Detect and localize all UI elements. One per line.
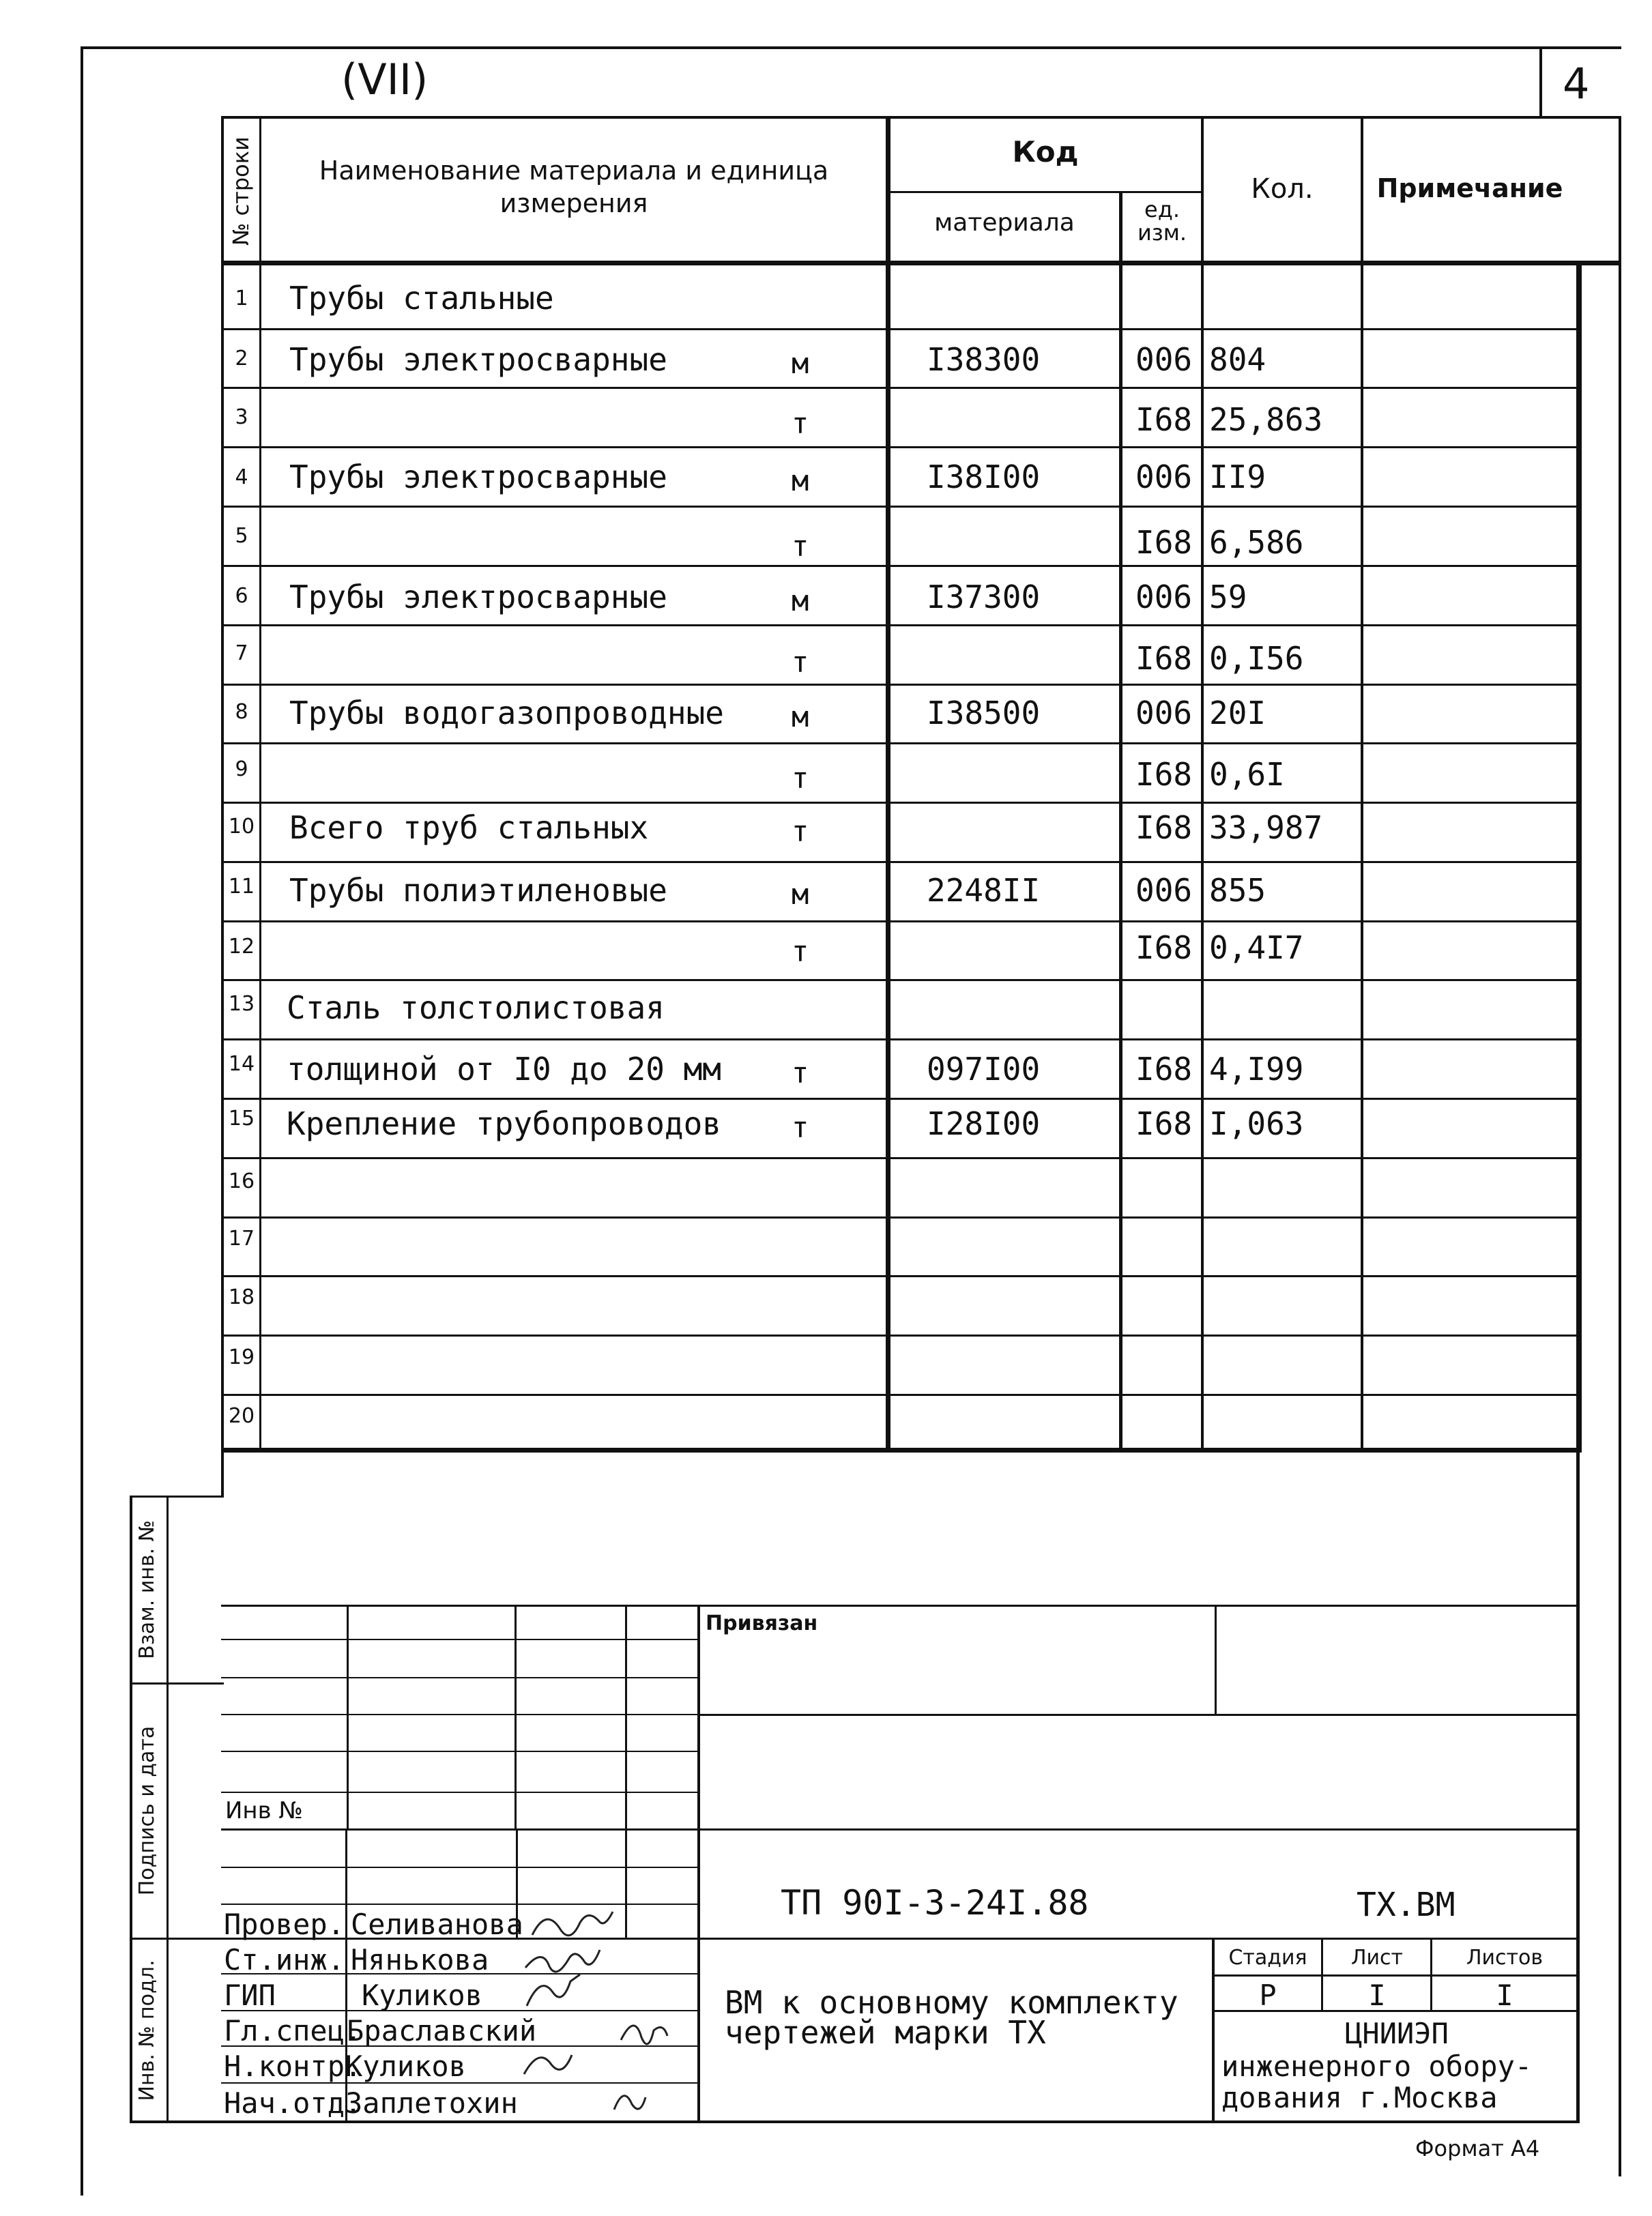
row-name: Крепление трубопроводов bbox=[287, 1105, 721, 1142]
row-number: 5 bbox=[235, 524, 248, 548]
row-name: Всего труб стальных bbox=[289, 809, 649, 846]
side-label-vzam-inv: Взам. инв. № bbox=[135, 1520, 159, 1659]
row-unit: т bbox=[792, 407, 809, 440]
row-name: Трубы полиэтиленовые bbox=[289, 872, 667, 909]
row-unit: т bbox=[792, 529, 809, 563]
person-name: Куликов bbox=[362, 1979, 483, 2012]
row-name: Трубы электросварные bbox=[289, 458, 667, 495]
row-number: 7 bbox=[235, 641, 248, 665]
row-qty: 855 bbox=[1209, 872, 1266, 909]
doc-code: ТП 90I-3-24I.88 bbox=[781, 1883, 1089, 1923]
header-name: Наименование материала и единица измерения bbox=[319, 156, 829, 218]
row-name: толщиной от I0 до 20 мм bbox=[287, 1051, 721, 1088]
sheet-label: Лист bbox=[1350, 1946, 1404, 1970]
person-name: Заплетохин bbox=[345, 2086, 518, 2120]
row-unit: т bbox=[792, 935, 809, 968]
row-unit: т bbox=[792, 815, 809, 848]
person-role: Провер. bbox=[224, 1908, 345, 1941]
row-unit: м bbox=[792, 584, 809, 617]
row-qty: 804 bbox=[1209, 341, 1266, 378]
person-name: Селиванова bbox=[351, 1908, 523, 1941]
row-number: 16 bbox=[228, 1169, 255, 1193]
row-unit: м bbox=[792, 347, 809, 380]
row-unit-code: I68 bbox=[1135, 1105, 1193, 1142]
row-number: 8 bbox=[235, 700, 248, 724]
row-number: 12 bbox=[228, 935, 255, 959]
row-number: 18 bbox=[228, 1285, 255, 1309]
row-qty: 33,987 bbox=[1209, 809, 1323, 846]
stage-label: Стадия bbox=[1228, 1946, 1307, 1970]
row-unit: т bbox=[792, 645, 809, 679]
row-unit-code: I68 bbox=[1135, 929, 1193, 966]
row-name: Трубы электросварные bbox=[289, 579, 667, 615]
row-unit-code: 006 bbox=[1135, 579, 1193, 615]
stage-value: Р bbox=[1259, 1979, 1277, 2012]
person-name: Нянькова bbox=[351, 1943, 489, 1977]
row-material-code: I38I00 bbox=[927, 458, 1041, 495]
privyazan-label: Привязан bbox=[706, 1612, 818, 1635]
row-material-code: I38300 bbox=[927, 341, 1041, 378]
org-line1: ЦНИИЭП bbox=[1345, 2017, 1449, 2050]
row-unit: м bbox=[792, 877, 809, 911]
row-material-code: I38500 bbox=[927, 695, 1041, 731]
row-qty: 20I bbox=[1209, 695, 1266, 731]
side-label-podpis-data: Подпись и дата bbox=[135, 1725, 159, 1896]
row-material-code: I28I00 bbox=[927, 1105, 1041, 1142]
header-code-material: материала bbox=[934, 209, 1075, 237]
row-number: 9 bbox=[235, 757, 248, 781]
row-number: 2 bbox=[235, 347, 248, 370]
sheets-value: I bbox=[1496, 1979, 1513, 2012]
sheets-label: Листов bbox=[1466, 1946, 1544, 1970]
roman-label: (VII) bbox=[341, 55, 429, 104]
header-code-unit: ед. изм. bbox=[1137, 196, 1187, 246]
row-unit-code: I68 bbox=[1135, 756, 1193, 793]
row-number: 19 bbox=[228, 1345, 255, 1369]
row-unit: м bbox=[792, 700, 809, 733]
sheet-value: I bbox=[1368, 1979, 1386, 2012]
org-line3: дования г.Москва bbox=[1221, 2081, 1498, 2114]
row-unit: т bbox=[792, 1056, 809, 1090]
row-unit: м bbox=[792, 464, 809, 497]
person-role: Гл.спец. bbox=[224, 2014, 362, 2047]
row-number: 17 bbox=[228, 1227, 255, 1251]
org-line2: инженерного обору- bbox=[1221, 2050, 1533, 2083]
row-unit-code: 006 bbox=[1135, 695, 1193, 731]
person-role: ГИП bbox=[224, 1979, 276, 2012]
row-qty: II9 bbox=[1209, 458, 1266, 495]
row-name: Трубы водогазопроводные bbox=[289, 695, 724, 731]
format-label: Формат А4 bbox=[1415, 2135, 1540, 2161]
row-number: 11 bbox=[228, 875, 255, 899]
row-qty: 0,4I7 bbox=[1209, 929, 1304, 966]
row-unit: т bbox=[792, 761, 809, 795]
row-number: 20 bbox=[228, 1404, 255, 1428]
sheet-number: 4 bbox=[1563, 59, 1590, 108]
row-qty: 0,6I bbox=[1209, 756, 1285, 793]
row-material-code: 097I00 bbox=[927, 1051, 1041, 1088]
row-number: 15 bbox=[228, 1107, 255, 1131]
row-name: Трубы электросварные bbox=[289, 341, 667, 378]
row-number: 13 bbox=[228, 992, 255, 1016]
row-number: 14 bbox=[228, 1052, 255, 1076]
person-role: Н.контр. bbox=[224, 2050, 362, 2083]
row-qty: I,063 bbox=[1209, 1105, 1304, 1142]
row-unit-code: 006 bbox=[1135, 341, 1193, 378]
row-unit-code: I68 bbox=[1135, 640, 1193, 677]
row-name: Сталь толстолистовая bbox=[287, 989, 665, 1026]
row-unit: т bbox=[792, 1111, 809, 1144]
row-material-code: 2248II bbox=[927, 872, 1041, 909]
row-material-code: I37300 bbox=[927, 579, 1041, 615]
person-role: Нач.отд. bbox=[224, 2086, 362, 2120]
header-qty: Кол. bbox=[1251, 173, 1314, 205]
row-name: Трубы стальные bbox=[289, 280, 554, 317]
row-unit-code: I68 bbox=[1135, 524, 1193, 561]
person-name: Браславский bbox=[347, 2014, 537, 2047]
doc-title-line1: ВМ к основному комплекту bbox=[725, 1984, 1178, 2021]
row-unit-code: I68 bbox=[1135, 809, 1193, 846]
doc-title-line2: чертежей марки ТХ bbox=[725, 2014, 1046, 2051]
row-unit-code: 006 bbox=[1135, 872, 1193, 909]
side-label-inv-podl: Инв. № подл. bbox=[135, 1959, 159, 2101]
inv-no-label: Инв № bbox=[225, 1797, 303, 1824]
header-code: Код bbox=[1012, 135, 1079, 169]
row-qty: 59 bbox=[1209, 579, 1247, 615]
row-unit-code: I68 bbox=[1135, 401, 1193, 438]
row-number: 4 bbox=[235, 465, 248, 489]
row-qty: 25,863 bbox=[1209, 401, 1323, 438]
row-number: 1 bbox=[235, 287, 248, 310]
row-qty: 4,I99 bbox=[1209, 1051, 1304, 1088]
row-number: 10 bbox=[228, 815, 255, 839]
doc-mark: ТХ.ВМ bbox=[1357, 1886, 1455, 1924]
row-number: 6 bbox=[235, 584, 248, 608]
row-number: 3 bbox=[235, 405, 248, 429]
header-note: Примечание bbox=[1376, 173, 1563, 203]
header-row-no: № строки bbox=[228, 136, 254, 246]
row-qty: 6,586 bbox=[1209, 524, 1304, 561]
person-name: Куликов bbox=[345, 2050, 467, 2083]
row-unit-code: I68 bbox=[1135, 1051, 1193, 1088]
row-unit-code: 006 bbox=[1135, 458, 1193, 495]
person-role: Ст.инж. bbox=[224, 1943, 345, 1977]
row-qty: 0,I56 bbox=[1209, 640, 1304, 677]
